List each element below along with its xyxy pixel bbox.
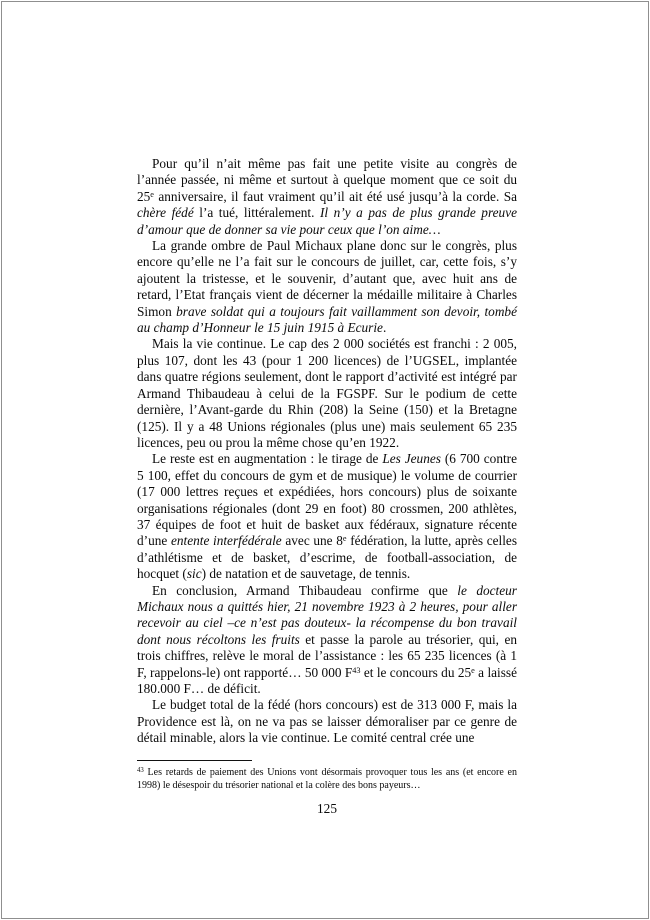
text-run: et passe la parole au trésorier, qui, en trois chiffres, relève le moral de l’assistance : les 65 235 licences (à 1 F, rappelons-le) ont rapporté… 50 000 F (137, 631, 517, 680)
italic-run: le docteur Michaux nous a quittés hier, 21 novembre 1923 à 2 heures, pour aller recevoir au ciel –ce n’est pas douteux- la récompense du bon travail dont nous récoltons les fruits (137, 582, 517, 647)
ordinal-superscript: e (150, 189, 154, 199)
paragraph-2 (137, 238, 517, 336)
text-run: (6 700 contre 5 100, effet du concours de gym et de musique) le volume de courrier (17 000 lettres reçues et expédiées, hors concours) plus de soixante organisations régionales (dont 29 en foot) 80 crossmen, 200 athlètes, 37 équipes de foot et huit de basket aux fédéraux, signature récente d’une (137, 451, 517, 549)
text-run: et le concours du 25 (360, 664, 472, 680)
text-run: ) de natation et de sauvetage, de tennis. (201, 566, 411, 582)
paragraph-4 (137, 451, 517, 582)
footnote (137, 766, 517, 792)
paragraph-6 (137, 697, 517, 746)
footnote-text-run: Les retards de paiement des Unions vont désormais provoquer tous les ans (et encore en 1998) le désespoir du trésorier national et la colère des bons payeurs… (137, 766, 517, 791)
italic-run: sic (186, 566, 202, 582)
text-run: anniversaire, il faut vraiment qu’il ait été usé jusqu’à la corde. Sa (153, 188, 517, 204)
paragraph-3 (137, 336, 517, 451)
page-number: 125 (317, 801, 337, 817)
italic-run: chère fédé (137, 205, 194, 221)
italic-run: entente interfédérale (170, 533, 282, 549)
text-run: En conclusion, Armand Thibaudeau confirme que (152, 582, 458, 598)
text-run: avec une 8 (281, 533, 343, 549)
text-run: La grande ombre de Paul Michaux plane donc sur le congrès, plus encore qu’elle ne l’a fait sur le concours de juillet, car, cette fois, s’y ajoutent la tristesse, et le souvenir, d’autant que, avec huit ans de retard, l’Etat français vient de décerner la médaille militaire à Charles Simon (137, 238, 517, 319)
ordinal-superscript: e (471, 665, 475, 675)
italic-run: Les Jeunes (382, 451, 441, 467)
ordinal-superscript: e (342, 534, 347, 544)
text-run: Le budget total de la fédé (hors concours) est de 313 000 F, mais la Providence est là, on ne va pas se laisser démoraliser par ce genre de détail minable, alors la vie continue. Le comité central crée une (137, 697, 517, 746)
text-run: l’a tué, littéralement. (193, 205, 320, 221)
footnote-section (137, 760, 517, 792)
footnote-reference: 43 (352, 665, 361, 675)
italic-run: brave soldat qui a toujours fait vaillamment son devoir, tombé au champ d’Honneur le 15 juin 1915 à Ecurie (137, 303, 517, 336)
text-run: Le reste est en augmentation : le tirage de (152, 451, 383, 467)
text-run: fédération, la lutte, après celles d’athlétisme et de basket, d’escrime, de football-association, de hocquet ( (137, 533, 517, 582)
page-body (137, 156, 517, 817)
text-run: Mais la vie continue. Le cap des 2 000 sociétés est franchi : 2 005, plus 107, dont les 43 (pour 1 200 licences) de l’UGSEL, implantée dans quatre régions seulement, dont le rapport d’activité est intégré par Armand Thibaudeau à celui de la FGSPF. Sur le podium de cette dernière, l’Avant-garde du Rhin (208) la Seine (150) et la Bretagne (125). Il y a 48 Unions régionales (plus une) mais seulement 65 235 licences, peu ou prou la même chose qu’en 1922. (137, 336, 517, 450)
text-run: a laissé 180.000 F… de déficit. (137, 664, 517, 696)
text-run: Pour qu’il n’ait même pas fait une petite visite au congrès de l’année passée, ni même et surtout à quelque moment que ce soit du 25 (137, 156, 517, 204)
paragraph-5 (137, 583, 517, 698)
paragraph-1 (137, 156, 517, 238)
footnote-marker: 43 (137, 766, 144, 774)
italic-run: Il n’y a pas de plus grande preuve d’amour que de donner sa vie pour ceux que l’on aime… (137, 205, 517, 237)
footnote-divider (137, 760, 252, 761)
text-run: . (382, 320, 387, 336)
